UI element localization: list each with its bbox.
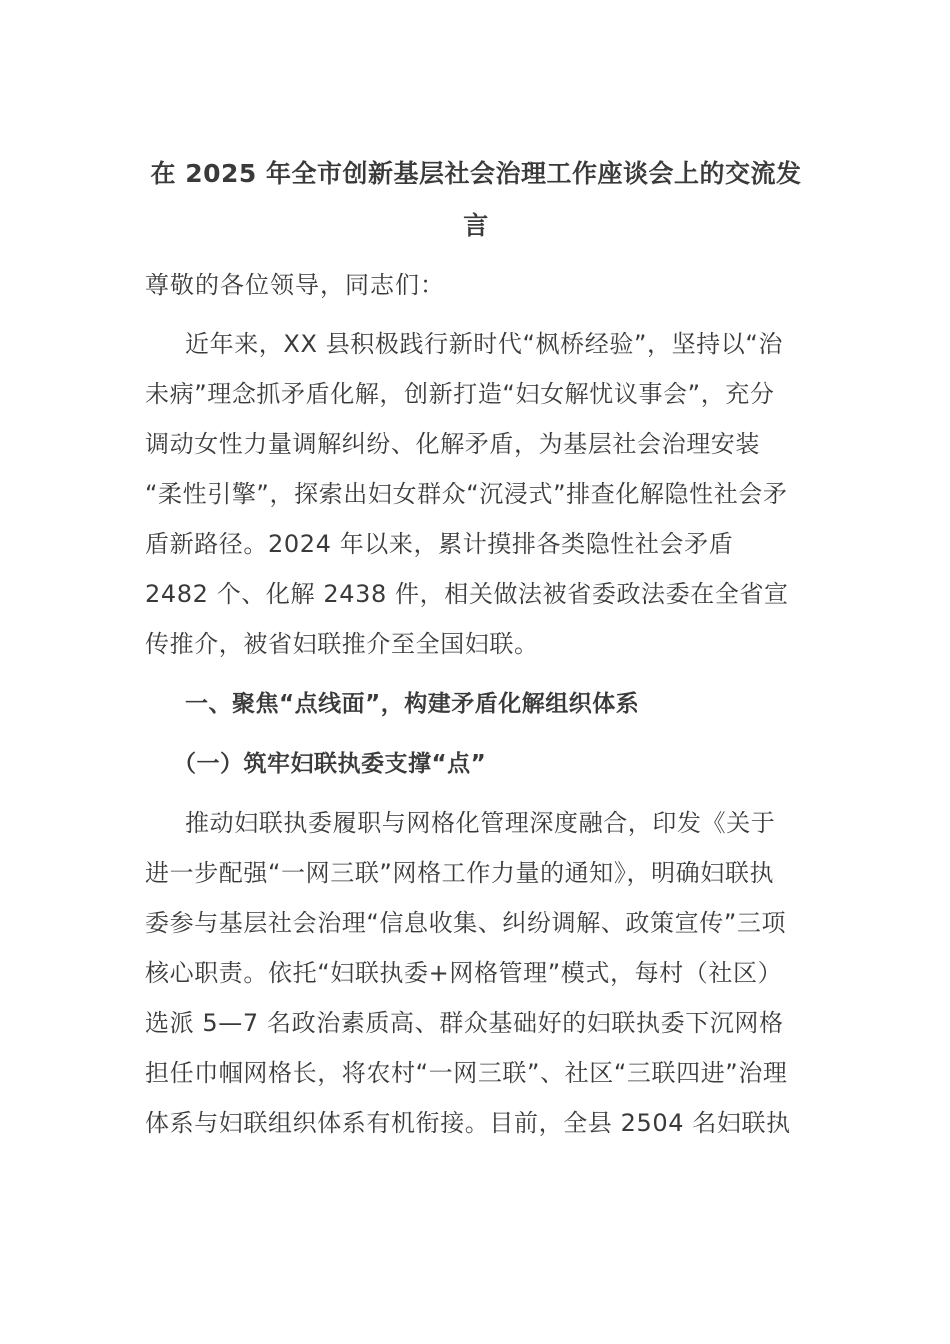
section-1-subheading-1: （一）筑牢妇联执委支撑“点”: [173, 751, 487, 777]
intro-line-5: 盾新路径。2024 年以来，累计摸排各类隐性社会矛盾: [145, 530, 734, 558]
salutation: 尊敬的各位领导，同志们：: [145, 271, 445, 299]
section-1-line-6: 担任巾帼网格长，将农村“一网三联”、社区“三联四进”治理: [145, 1059, 788, 1087]
section-1-line-7: 体系与妇联组织体系有机衔接。目前，全县 2504 名妇联执: [145, 1109, 791, 1137]
intro-line-4: “柔性引擎”，探索出妇女群众“沉浸式”排查化解隐性社会矛: [145, 480, 788, 508]
section-1-line-2: 进一步配强“一网三联”网格工作力量的通知》，明确妇联执: [145, 859, 775, 887]
section-1-heading: 一、聚焦“点线面”，构建矛盾化解组织体系: [185, 691, 640, 717]
intro-line-1: 近年来，XX 县积极践行新时代“枫桥经验”，坚持以“治: [185, 330, 784, 358]
section-1-line-1: 推动妇联执委履职与网格化管理深度融合，印发《关于: [185, 809, 776, 837]
intro-line-6: 2482 个、化解 2438 件，相关做法被省委政法委在全省宣: [145, 580, 789, 608]
document-title: [145, 148, 807, 252]
section-1-line-4: 核心职责。依托“妇联执委+网格管理”模式，每村（社区）: [145, 959, 783, 987]
intro-line-3: 调动女性力量调解纠纷、化解矛盾，为基层社会治理安装: [145, 430, 760, 458]
section-1-paragraph: [145, 798, 807, 1148]
section-1-line-3: 委参与基层社会治理“信息收集、纠纷调解、政策宣传”三项: [145, 909, 787, 937]
section-1-line-5: 选派 5—7 名政治素质高、群众基础好的妇联执委下沉网格: [145, 1009, 784, 1037]
title-line-2: 言: [463, 211, 489, 240]
intro-paragraph: [145, 319, 807, 669]
intro-line-2: 未病”理念抓矛盾化解，创新打造“妇女解忧议事会”，充分: [145, 380, 775, 408]
intro-line-7: 传推介，被省妇联推介至全国妇联。: [145, 630, 539, 658]
document-page: [145, 148, 807, 1148]
title-line-1: 在 2025 年全市创新基层社会治理工作座谈会上的交流发: [150, 159, 802, 188]
